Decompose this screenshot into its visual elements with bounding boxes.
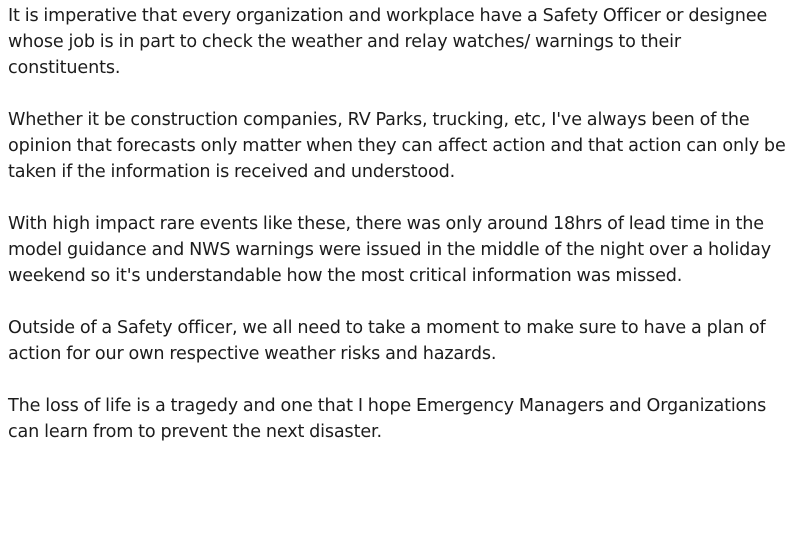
paragraph-plan-of-action: Outside of a Safety officer, we all need to take a moment to make sure to have a plan of action for our own respective weather risks and hazards. [8, 318, 766, 364]
paragraph-forecasts-action: Whether it be construction companies, RV Parks, trucking, etc, I've always been of the opinion that forecasts only matter when they can affect action and that action can only be taken if the information is received and understood. [8, 110, 786, 182]
paragraph-loss-of-life: The loss of life is a tragedy and one that I hope Emergency Managers and Organizations can learn from to prevent the next disaster. [8, 396, 767, 442]
paragraph-safety-officer: It is imperative that every organization and workplace have a Safety Officer or designee whose job is in part to check the weather and relay watches/ warnings to their constituents. [8, 6, 768, 78]
paragraph-lead-time: With high impact rare events like these, there was only around 18hrs of lead time in the model guidance and NWS warnings were issued in the middle of the night over a holiday weekend so it's understandable how the most critical information was missed. [8, 214, 772, 286]
post-body [8, 3, 786, 445]
